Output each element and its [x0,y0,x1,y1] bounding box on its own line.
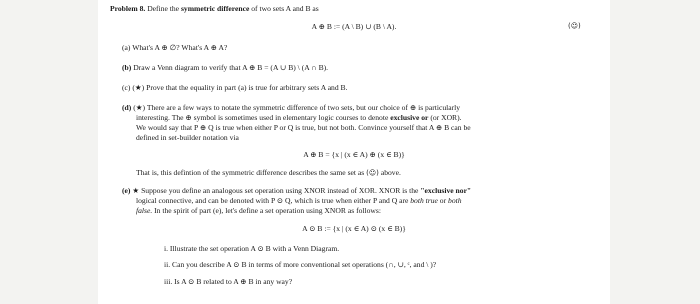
part-e-text-1: Suppose you define an analogous set operation using XNOR instead of XOR. XNOR is the [141,186,419,195]
part-b-text: Draw a Venn diagram to verify that A ⊕ B = (A ∪ B) \ (A ∩ B). [133,63,329,72]
part-c [122,83,348,92]
part-c-star: (★) [132,83,145,92]
part-d-after-post: above. [380,168,401,177]
part-e-both: both [448,196,462,205]
intro-pre: Define the [147,4,180,13]
part-e-exclusive-nor: "exclusive nor" [420,186,472,195]
part-d-label: (d) [122,103,132,112]
part-d-text-2a: interesting. The ⊕ symbol is sometimes used in elementary logic courses to denote [136,113,389,122]
document-page [98,0,610,304]
part-d-text-2b: (or XOR). [430,113,462,122]
part-e-sub-iii: iii. Is A ⊙ B related to A ⊕ B in any way? [164,277,293,286]
part-d-formula: A ⊕ B = {x | (x ∈ A) ⊕ (x ∈ B)} [303,150,405,159]
definition-equation: A ⊕ B := (A \ B) ∪ (B \ A). [311,22,397,31]
part-d-after [136,168,401,178]
part-e-text-3: In the spirit of part (e), let's define a set operation using XNOR as follows: [154,206,381,215]
intro-term: symmetric difference [180,4,250,13]
part-e-line1 [122,186,471,195]
part-b [122,63,328,72]
part-e-sub-i: i. Illustrate the set operation A ⊙ B with a Venn Diagram. [164,244,340,253]
part-a [122,43,227,52]
part-e-formula: A ⊙ B := {x | (x ∈ A) ⊙ (x ∈ B)} [302,224,406,233]
part-e-or: or [439,196,447,205]
part-e-label: (e) [122,186,131,195]
part-e-false: false. [136,206,153,215]
part-d-text-1: There are a few ways to notate the symmetric difference of two sets, but our choice of ⊕ is particularly [146,103,461,112]
problem-label: Problem 8. [110,4,146,13]
part-b-label: (b) [122,63,132,72]
part-d-line3: We would say that P ⊕ Q is true when either P or Q is true, but not both. Convince yourself that A ⊕ B can be [136,123,471,132]
part-a-text: What's A ⊕ ∅? What's A ⊕ A? [132,43,228,52]
equation-tag: (☺) [568,22,581,30]
part-d-line1 [122,103,460,112]
problem-intro [110,4,319,13]
part-e-sub-ii: ii. Can you describe A ⊙ B in terms of more conventional set operations (∩, ∪, ᶜ, and \ )? [164,260,437,269]
part-d-after-tag: (☺) [366,169,379,177]
part-d-star: (★) [133,103,146,112]
part-e-star: ★ [132,186,140,195]
part-e-line3 [136,206,381,215]
part-c-text: Prove that the equality in part (a) is true for arbitrary sets A and B. [146,83,348,92]
part-e-text-2: logical connective, and can be denoted with P ⊙ Q, which is true when either P and Q are [136,196,409,205]
part-e-both-true: both true [410,196,438,205]
part-d-exclusive-or: exclusive or [390,113,429,122]
part-c-label: (c) [122,83,131,92]
intro-post: of two sets A and B as [251,4,319,13]
part-d-after-text: That is, this defintion of the symmetric difference describes the same set as [136,168,365,177]
part-e-line2 [136,196,462,205]
part-d-line2 [136,113,462,122]
part-d-line4: defined in set-builder notation via [136,133,239,142]
part-a-label: (a) [122,43,131,52]
